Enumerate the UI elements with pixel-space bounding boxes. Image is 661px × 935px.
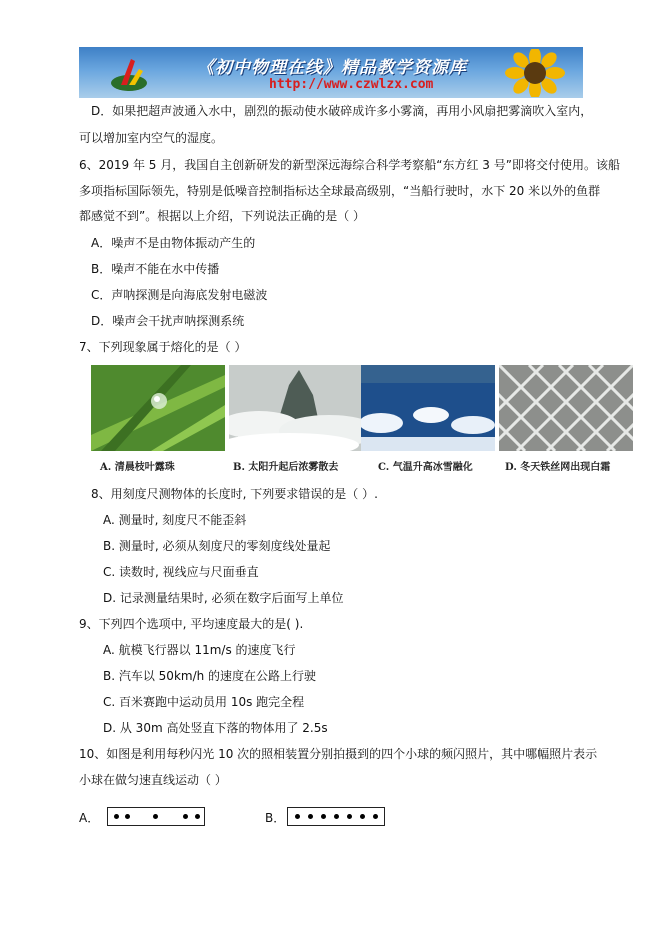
q7-photo-ice [361,365,495,451]
strobe-dot [347,814,352,819]
strobe-dot [114,814,119,819]
q9-option-b: B. 汽车以 50km/h 的速度在公路上行驶 [103,669,317,683]
q7-stem: 7、下列现象属于熔化的是（ ） [79,340,247,354]
q9-option-c: C. 百米赛跑中运动员用 10s 跑完全程 [103,695,305,709]
strobe-dot [334,814,339,819]
strobe-dot [321,814,326,819]
q5-option-d-line2: 可以增加室内空气的湿度。 [79,131,224,145]
q8-option-d: D. 记录测量结果时, 必须在数字后面写上单位 [103,591,344,605]
strobe-dot [360,814,365,819]
q7-photo-fog [229,365,363,451]
q10-strobe-a [107,807,205,826]
q9-stem: 9、下列四个选项中, 平均速度最大的是( ). [79,617,304,631]
q7-caption-d: D. 冬天铁丝网出现白霜 [505,462,611,473]
strobe-dot [195,814,200,819]
q6-stem-line1: 6、2019 年 5 月，我国自主创新研发的新型深远海综合科学考察船“东方红 3 号”即将交付使用。该船 [79,158,620,172]
q9-option-d: D. 从 30m 高处竖直下落的物体用了 2.5s [103,721,328,735]
header-banner [79,47,583,98]
q8-stem: 8、用刻度尺测物体的长度时, 下列要求错误的是（ ）. [91,487,378,501]
strobe-dot [308,814,313,819]
logo-icon [109,55,149,93]
q10-stem-line1: 10、如图是利用每秒闪光 10 次的照相装置分别拍摄到的四个小球的频闪照片，其中哪幅照片表示 [79,747,598,761]
q6-stem-line2: 多项指标国际领先，特别是低噪音控制指标达全球最高级别，“当船行驶时，水下 20 米以外的鱼群 [79,184,601,198]
q6-option-d: D．噪声会干扰声呐探测系统 [91,314,245,328]
strobe-dot [295,814,300,819]
q7-photo-frost [499,365,633,451]
q9-option-a: A. 航模飞行器以 11m/s 的速度飞行 [103,643,296,657]
q8-option-c: C. 读数时, 视线应与尺面垂直 [103,565,259,579]
q6-option-b: B．噪声不能在水中传播 [91,262,220,276]
q7-caption-a: A. 清晨枝叶露珠 [100,462,175,473]
q10-label-a: A． [79,811,100,825]
q7-caption-b: B. 太阳升起后浓雾散去 [233,462,339,473]
q5-option-d-line1: D．如果把超声波通入水中，剧烈的振动使水破碎成许多小雾滴，再用小风扇把雾滴吹入室内， [91,104,593,118]
q7-caption-c: C. 气温升高冰雪融化 [378,462,473,473]
q6-option-c: C．声呐探测是向海底发射电磁波 [91,288,268,302]
q8-option-b: B. 测量时, 必须从刻度尺的零刻度线处量起 [103,539,331,553]
strobe-dot [183,814,188,819]
strobe-dot [125,814,130,819]
banner-title: 《初中物理在线》精品教学资源库 [197,58,467,78]
q10-label-b: B． [265,811,286,825]
q7-photo-dew [91,365,225,451]
banner-url: http://www.czwlzx.com [269,77,434,92]
strobe-dot [373,814,378,819]
strobe-dot [153,814,158,819]
q10-strobe-b [287,807,385,826]
q10-stem-line2: 小球在做匀速直线运动（ ） [79,773,227,787]
q6-option-a: A．噪声不是由物体振动产生的 [91,236,256,250]
q6-stem-line3: 都感觉不到”。根据以上介绍，下列说法正确的是（ ） [79,209,366,223]
q8-option-a: A. 测量时, 刻度尺不能歪斜 [103,513,247,527]
sunflower-icon [495,49,575,97]
